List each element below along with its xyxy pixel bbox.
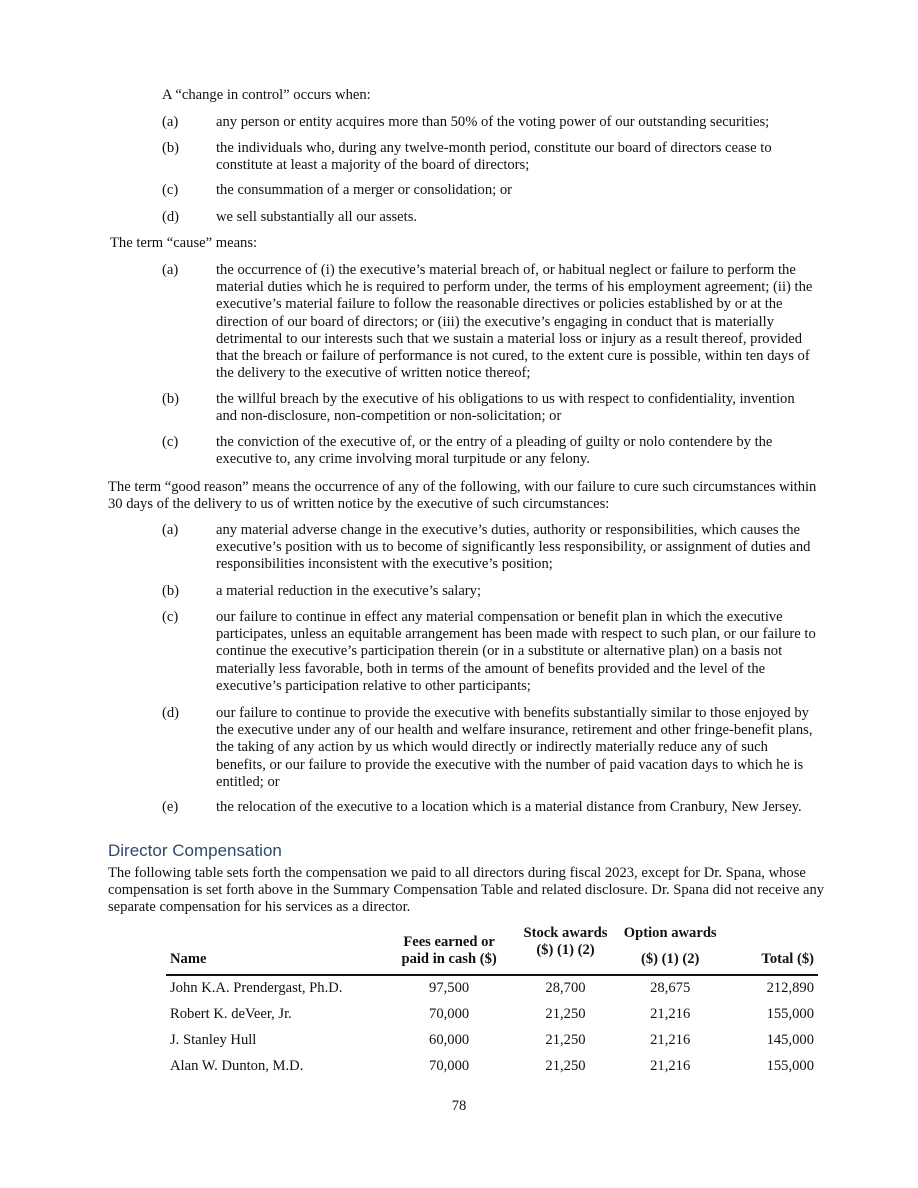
cell-stock: 21,250 bbox=[545, 1006, 586, 1023]
list-item-label: (d) bbox=[162, 209, 180, 225]
page-number: 78 bbox=[451, 1098, 467, 1114]
cell-option: 21,216 bbox=[650, 1058, 691, 1075]
cell-total: 212,890 bbox=[766, 980, 814, 997]
table-row bbox=[166, 1054, 818, 1080]
column-header-option bbox=[618, 925, 723, 975]
list-item-label: (c) bbox=[162, 609, 179, 625]
list-item-text: our failure to continue to provide the executive with benefits substantially similar to those enjoyed by the executive under any of our health and welfare insurance, retirement and other fringe-benefit plans, the taking of any action by us which would directly or indirectly materially reduce any of such benefits, or our failure to provide the executive with the number of paid vacation days to which he is entitled; or bbox=[216, 705, 813, 790]
list-item-text: the conviction of the executive of, or the entry of a pleading of guilty or nolo contendere by the executive to, any crime involving moral turpitude or any felony. bbox=[216, 434, 773, 468]
list-item-text: the occurrence of (i) the executive’s material breach of, or habitual neglect or failure to perform the material duties which he is required to perform under, the terms of his employment agreement; (ii) the executive’s material failure to follow the reasonable directives or policies established by or at the direction of our board of directors; or (iii) the executive’s engaging in conduct that is materially detrimental to our interests such that we sustain a material loss or injury as a result thereof, provided that the breach or failure of performance is not cured, to the extent cure is possible, within ten days of the delivery to the executive of written notice thereof; bbox=[216, 262, 813, 382]
cell-name: John K.A. Prendergast, Ph.D. bbox=[170, 980, 343, 997]
cell-fees: 70,000 bbox=[429, 1058, 470, 1075]
list-item-label: (b) bbox=[162, 140, 180, 156]
column-header-option-top: Option awards bbox=[623, 925, 717, 941]
list-item-text: a material reduction in the executive’s salary; bbox=[216, 583, 482, 599]
cell-stock: 28,700 bbox=[545, 980, 586, 997]
column-header-option-bottom: ($) (1) (2) bbox=[641, 951, 700, 967]
list-item-text: our failure to continue in effect any material compensation or benefit plan in which the executive participates, unless an equitable arrangement has been made with respect to such plan, or our failure to continue the executive’s participation therein (or in a substitute or alternative plan) on a basis not materially less favorable, both in terms of the amount of benefits provided and the level of the executive’s participation relative to other participants; bbox=[216, 609, 816, 694]
cell-stock: 21,250 bbox=[545, 1032, 586, 1049]
table-row bbox=[166, 1028, 818, 1054]
cell-total: 155,000 bbox=[766, 1006, 814, 1023]
list-item-label: (b) bbox=[162, 583, 180, 599]
cell-total: 155,000 bbox=[766, 1058, 814, 1075]
cell-option: 28,675 bbox=[650, 980, 691, 997]
column-header-fees: Fees earned or paid in cash ($) bbox=[385, 925, 513, 975]
list-item-text: the relocation of the executive to a location which is a material distance from Cranbury, New Jersey. bbox=[216, 799, 802, 815]
list-item-label: (c) bbox=[162, 434, 179, 450]
list-item-text: the individuals who, during any twelve-month period, constitute our board of directors cease to constitute at least a majority of the board of directors; bbox=[216, 140, 772, 174]
cell-name: Robert K. deVeer, Jr. bbox=[170, 1006, 292, 1023]
table-row bbox=[166, 1002, 818, 1028]
director-paragraph: The following table sets forth the compensation we paid to all directors during fiscal 2023, except for Dr. Spana, whose compensation is set forth above in the Summary Compensation Table and related disclosure. Dr. Spana did not receive any separate compensation for his services as a director. bbox=[108, 865, 825, 916]
list-item-label: (e) bbox=[162, 799, 179, 815]
director-compensation-table bbox=[166, 925, 818, 1080]
cell-total: 145,000 bbox=[766, 1032, 814, 1049]
list-item-text: any material adverse change in the executive’s duties, authority or responsibilities, which causes the executive’s position with us to become of significantly less responsibility, or assignment of duties and responsibilities inconsistent with the executive’s position; bbox=[216, 522, 811, 573]
column-header-total: Total ($) bbox=[723, 925, 818, 975]
list-item-label: (a) bbox=[162, 114, 179, 130]
cell-fees: 60,000 bbox=[429, 1032, 470, 1049]
good-reason-intro: The term “good reason” means the occurrence of any of the following, with our failure to cure such circumstances within 30 days of the delivery to us of written notice by the executive of such circumstances: bbox=[108, 479, 817, 513]
cell-option: 21,216 bbox=[650, 1032, 691, 1049]
cause-intro: The term “cause” means: bbox=[110, 235, 258, 251]
column-header-name: Name bbox=[166, 925, 385, 975]
cell-fees: 70,000 bbox=[429, 1006, 470, 1023]
list-item-label: (b) bbox=[162, 391, 180, 407]
cell-fees: 97,500 bbox=[429, 980, 470, 997]
cell-name: J. Stanley Hull bbox=[170, 1032, 257, 1049]
cell-name: Alan W. Dunton, M.D. bbox=[170, 1058, 304, 1075]
list-item-label: (d) bbox=[162, 705, 180, 721]
list-item-label: (c) bbox=[162, 182, 179, 198]
section-heading: Director Compensation bbox=[108, 841, 282, 860]
column-header-stock: Stock awards ($) (1) (2) bbox=[513, 925, 618, 975]
list-item-label: (a) bbox=[162, 262, 179, 278]
list-item-text: the willful breach by the executive of his obligations to us with respect to confidentiality, invention and non-disclosure, non-competition or non-solicitation; or bbox=[216, 391, 795, 425]
change-in-control-intro: A “change in control” occurs when: bbox=[162, 87, 371, 103]
list-item-text: we sell substantially all our assets. bbox=[216, 209, 418, 225]
cell-option: 21,216 bbox=[650, 1006, 691, 1023]
list-item-label: (a) bbox=[162, 522, 179, 538]
list-item-text: any person or entity acquires more than 50% of the voting power of our outstanding securities; bbox=[216, 114, 770, 130]
table-row bbox=[166, 975, 818, 1002]
list-item-text: the consummation of a merger or consolidation; or bbox=[216, 182, 512, 198]
cell-stock: 21,250 bbox=[545, 1058, 586, 1075]
table-header-row bbox=[166, 925, 818, 975]
